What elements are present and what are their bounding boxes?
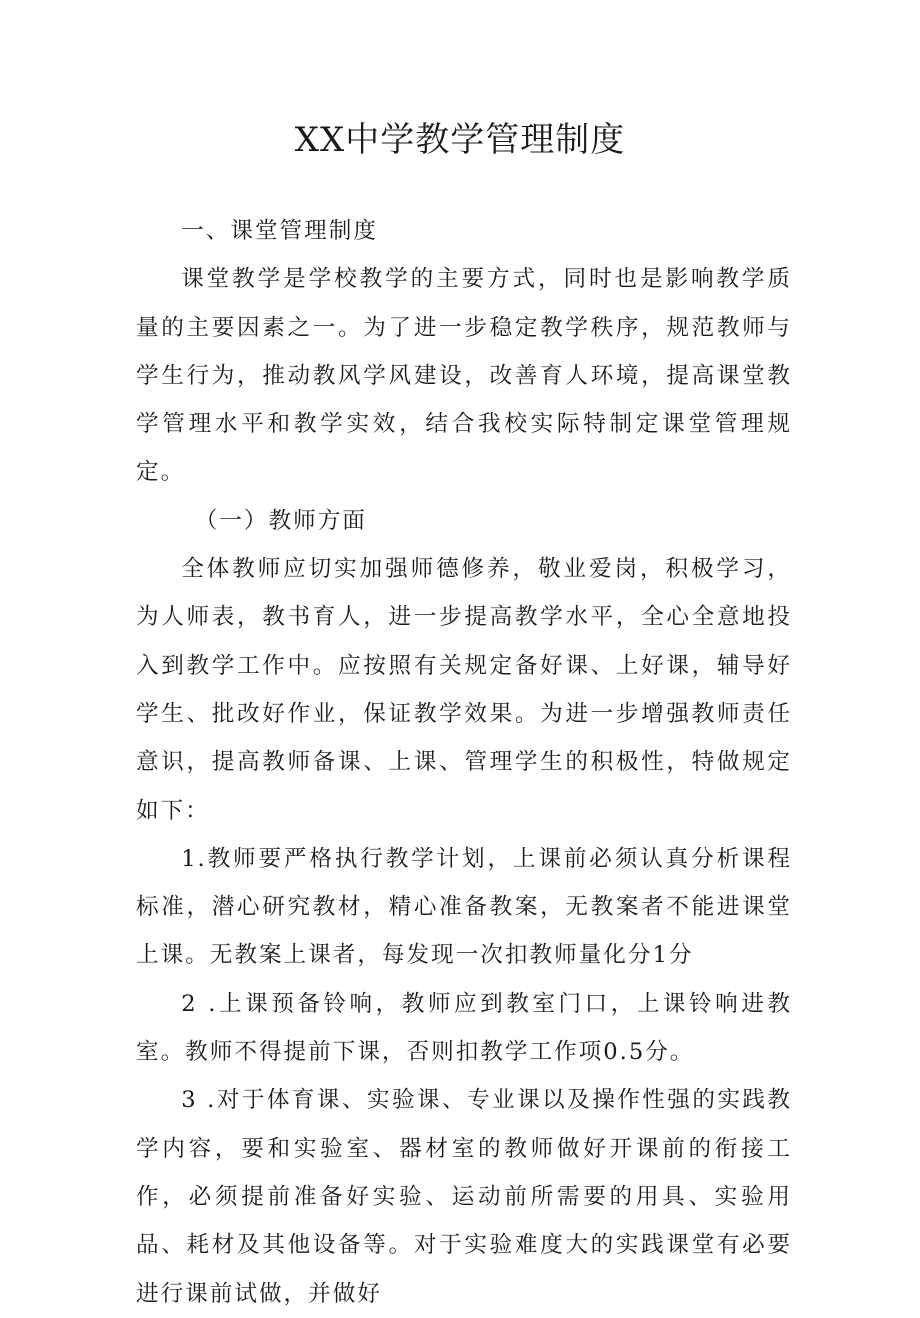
rule-item-2: 2 .上课预备铃响，教师应到教室门口，上课铃响进教室。教师不得提前下课，否则扣教学工作项0.5分。 [136, 990, 792, 1066]
document-title: XX中学教学管理制度 [294, 120, 626, 160]
document-body [136, 207, 792, 1318]
section-heading-classroom-management: 一、课堂管理制度 [181, 218, 378, 244]
paragraph-teacher-requirements: 全体教师应切实加强师德修养，敬业爱岗，积极学习，为人师表，教书育人，进一步提高教学水平，全心全意地投入到教学工作中。应按照有关规定备好课、上好课，辅导好学生、批改好作业，保证教学效果。为进一步增强教师责任意识，提高教师备课、上课、管理学生的积极性，特做规定如下： [136, 556, 792, 824]
paragraph-intro: 课堂教学是学校教学的主要方式，同时也是影响教学质量的主要因素之一。为了进一步稳定教学秩序，规范教师与学生行为，推动教风学风建设，改善育人环境，提高课堂教学管理水平和教学实效，结合我校实际特制定课堂管理规定。 [136, 266, 792, 486]
rule-item-3: 3 .对于体育课、实验课、专业课以及操作性强的实践教学内容，要和实验室、器材室的教师做好开课前的衔接工作，必须提前准备好实验、运动前所需要的用具、实验用品、耗材及其他设备等。对于实验难度大的实践课堂有必要进行课前试做，并做好 [136, 1087, 792, 1307]
rule-item-1: 1.教师要严格执行教学计划，上课前必须认真分析课程标准，潜心研究教材，精心准备教案，无教案者不能进课堂上课。无教案上课者，每发现一次扣教师量化分1分 [136, 845, 792, 969]
subsection-heading-teachers: （一）教师方面 [194, 507, 367, 534]
